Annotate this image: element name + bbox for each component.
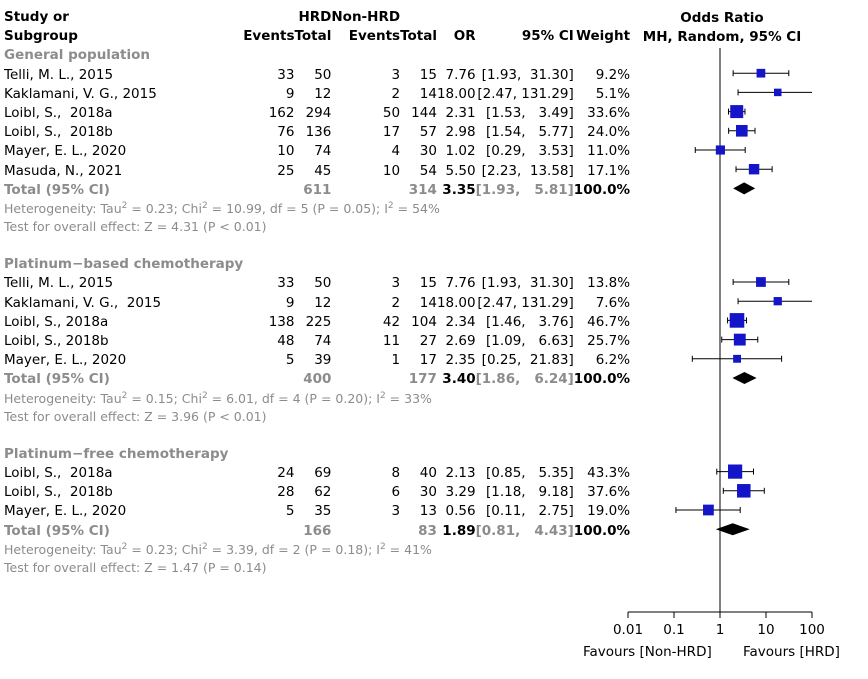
events-nonhrd: 8 (391, 465, 401, 482)
events-hrd: 24 (277, 465, 295, 482)
table-row (0, 294, 634, 313)
subtotal-weight: 100.0% (573, 522, 631, 539)
subtotal-row (0, 181, 634, 200)
blank (476, 255, 574, 274)
total-nonhrd: 104 (411, 313, 437, 330)
study-marker (737, 484, 751, 498)
total-nonhrd: 15 (419, 66, 437, 83)
study-name: Mayer, E. L., 2020 (4, 503, 127, 520)
total-nonhrd: 57 (419, 124, 437, 141)
confidence-interval: [0.11, 2.75] (485, 503, 574, 520)
study-marker (703, 505, 714, 516)
subtotal-total-hrd: 611 (303, 181, 332, 198)
plot-title: Odds Ratio (680, 10, 764, 26)
weight: 6.2% (595, 352, 631, 369)
blank (331, 445, 400, 464)
blank (331, 522, 400, 541)
table-row (0, 464, 634, 483)
events-hrd: 162 (268, 105, 295, 122)
blank (400, 46, 437, 65)
group-name: General population (4, 47, 151, 64)
events-hrd: 25 (277, 162, 295, 179)
weight: 46.7% (587, 313, 631, 330)
weight: 43.3% (587, 465, 631, 482)
weight: 33.6% (587, 105, 631, 122)
odds-ratio: 1.02 (445, 143, 476, 160)
study-name: Loibl, S., 2018b (4, 333, 109, 350)
overall-effect-text: Test for overall effect: Z = 4.31 (P < 0.01) (4, 219, 267, 235)
subtotal-row (0, 370, 634, 389)
study-marker (774, 297, 782, 305)
total-nonhrd: 15 (419, 275, 437, 292)
confidence-interval: [2.47, 131.29] (477, 294, 574, 311)
subtotal-confidence-interval: [1.86, 6.24] (475, 371, 574, 388)
study-marker (734, 334, 746, 346)
subtotal-row (0, 522, 634, 541)
events-nonhrd: 3 (391, 503, 401, 520)
group-name: Platinum−free chemotherapy (4, 445, 229, 462)
blank (294, 46, 331, 65)
events-nonhrd: 17 (382, 124, 401, 141)
total-nonhrd: 14 (419, 294, 437, 311)
study-marker (736, 125, 748, 137)
weight: 24.0% (587, 124, 631, 141)
total-nonhrd: 17 (419, 352, 437, 369)
subtotal-weight: 100.0% (573, 371, 631, 388)
subtotal-total-nonhrd: 177 (408, 371, 437, 388)
total-hrd: 12 (314, 294, 332, 311)
weight: 11.0% (587, 143, 631, 160)
summary-diamond (732, 372, 756, 384)
odds-ratio: 18.00 (436, 294, 476, 311)
overall-effect-text: Test for overall effect: Z = 1.47 (P = 0.14) (4, 559, 267, 575)
blank (294, 255, 331, 274)
x-tick-label: 0.01 (612, 622, 644, 638)
confidence-interval: [1.09, 6.63] (485, 333, 574, 350)
blank (400, 445, 437, 464)
header-ci: 95% CI (521, 28, 574, 45)
table-row (0, 351, 634, 370)
header-blank-1 (243, 8, 294, 27)
spacer-row (0, 236, 634, 255)
blank (437, 445, 476, 464)
total-nonhrd: 54 (419, 162, 437, 179)
weight: 7.6% (595, 294, 631, 311)
total-hrd: 74 (314, 143, 332, 160)
weight: 19.0% (587, 503, 631, 520)
overall-effect-row (0, 559, 634, 577)
table-row (0, 274, 634, 293)
events-nonhrd: 50 (382, 105, 401, 122)
summary-diamond (716, 523, 750, 535)
blank (243, 370, 294, 389)
total-hrd: 69 (314, 465, 332, 482)
subtotal-total-nonhrd: 83 (418, 522, 437, 539)
subtotal-total-hrd: 400 (303, 371, 332, 388)
blank (400, 255, 437, 274)
study-marker (730, 105, 743, 118)
total-hrd: 62 (314, 484, 332, 501)
table-row (0, 483, 634, 502)
x-tick-label: 1 (715, 622, 725, 638)
events-nonhrd: 2 (391, 85, 401, 102)
odds-ratio: 2.34 (445, 313, 476, 330)
study-marker (749, 164, 759, 174)
events-nonhrd: 6 (391, 484, 401, 501)
blank (437, 255, 476, 274)
table-row (0, 162, 634, 181)
total-hrd: 294 (305, 105, 332, 122)
table-row (0, 85, 634, 104)
spacer-cell (0, 426, 634, 445)
header-total-1: Total (294, 28, 332, 45)
blank (331, 46, 400, 65)
header-events-1: Events (243, 28, 295, 45)
plot-subtitle: MH, Random, 95% CI (642, 29, 802, 45)
blank (243, 445, 294, 464)
group-heading-row (0, 46, 634, 65)
events-hrd: 48 (277, 333, 295, 350)
subtotal-odds-ratio: 1.89 (442, 522, 476, 539)
study-marker (756, 277, 766, 287)
forest-graphic (612, 0, 868, 679)
subtotal-label: Total (95% CI) (4, 371, 110, 388)
study-name: Mayer, E. L., 2020 (4, 143, 127, 160)
confidence-interval: [2.23, 13.58] (481, 162, 574, 179)
confidence-interval: [1.18, 9.18] (485, 484, 574, 501)
study-marker (728, 465, 742, 479)
odds-ratio: 5.50 (445, 162, 476, 179)
table-row (0, 502, 634, 521)
events-hrd: 76 (277, 124, 295, 141)
study-marker (733, 355, 741, 363)
total-nonhrd: 27 (419, 333, 437, 350)
weight: 25.7% (587, 333, 631, 350)
table-row (0, 313, 634, 332)
confidence-interval: [1.54, 5.77] (485, 124, 574, 141)
total-hrd: 225 (305, 313, 332, 330)
subtotal-odds-ratio: 3.35 (442, 181, 476, 198)
total-nonhrd: 30 (419, 484, 437, 501)
odds-ratio: 7.76 (445, 66, 476, 83)
forest-table (0, 8, 634, 577)
total-hrd: 12 (314, 85, 332, 102)
study-name: Loibl, S., 2018a (4, 465, 113, 482)
subtotal-total-hrd: 166 (303, 522, 332, 539)
events-hrd: 9 (285, 294, 295, 311)
events-nonhrd: 11 (382, 333, 401, 350)
total-hrd: 136 (305, 124, 332, 141)
heterogeneity-text: Heterogeneity: Tau$^2$ = 0.23; Chi$^2$ = 10.99, df = 5 (P = 0.05); $I^2 = 54\%$ (4, 200, 440, 217)
overall-effect-row (0, 408, 634, 426)
header-subgroup: Subgroup (4, 28, 78, 45)
subtotal-label: Total (95% CI) (4, 181, 110, 198)
events-hrd: 9 (285, 85, 295, 102)
study-name: Loibl, S., 2018a (4, 105, 113, 122)
group-heading-row (0, 445, 634, 464)
study-marker (716, 145, 725, 154)
study-marker (730, 313, 745, 328)
study-name: Mayer, E. L., 2020 (4, 352, 127, 369)
x-tick-label: 10 (757, 622, 775, 638)
events-hrd: 33 (277, 66, 295, 83)
x-tick-label: 0.1 (663, 622, 685, 638)
events-hrd: 10 (277, 143, 295, 160)
confidence-interval: [0.85, 5.35] (485, 465, 574, 482)
confidence-interval: [1.53, 3.49] (485, 105, 574, 122)
blank (243, 522, 294, 541)
confidence-interval: [1.46, 3.76] (485, 313, 574, 330)
blank (243, 181, 294, 200)
study-marker (774, 89, 782, 97)
odds-ratio: 2.31 (445, 105, 476, 122)
table-row (0, 104, 634, 123)
total-hrd: 45 (314, 162, 332, 179)
events-nonhrd: 1 (391, 352, 401, 369)
events-hrd: 28 (277, 484, 295, 501)
spacer-row (0, 426, 634, 445)
odds-ratio: 2.98 (445, 124, 476, 141)
header-weight: Weight (576, 28, 631, 45)
total-nonhrd: 13 (419, 503, 437, 520)
overall-effect-text: Test for overall effect: Z = 3.96 (P < 0.01) (4, 408, 267, 424)
confidence-interval: [0.25, 21.83] (481, 352, 574, 369)
study-name: Kaklamani, V. G., 2015 (4, 85, 157, 102)
table-header-row-2 (0, 27, 634, 46)
events-hrd: 138 (268, 313, 295, 330)
table-row (0, 66, 634, 85)
blank (294, 445, 331, 464)
weight: 37.6% (587, 484, 631, 501)
total-nonhrd: 40 (419, 465, 437, 482)
header-group-nonhrd: Non-HRD (331, 9, 401, 25)
axis-label-right: Favours [HRD] (743, 644, 840, 660)
forest-svg (612, 0, 868, 679)
confidence-interval: [1.93, 31.30] (481, 66, 574, 83)
header-study: Study or (4, 9, 69, 25)
axis-label-left: Favours [Non-HRD] (583, 644, 712, 660)
blank (331, 370, 400, 389)
heterogeneity-row (0, 541, 634, 559)
study-name: Loibl, S., 2018b (4, 124, 113, 141)
confidence-interval: [0.29, 3.53] (485, 143, 574, 160)
events-nonhrd: 42 (382, 313, 401, 330)
overall-effect-row (0, 218, 634, 236)
study-name: Loibl, S., 2018b (4, 484, 113, 501)
blank (331, 181, 400, 200)
odds-ratio: 0.56 (445, 503, 476, 520)
header-group-hrd: HRD (298, 9, 332, 25)
heterogeneity-text: Heterogeneity: Tau$^2$ = 0.23; Chi$^2$ = 3.39, df = 2 (P = 0.18); $I^2 = 41\%$ (4, 541, 432, 557)
blank (243, 255, 294, 274)
heterogeneity-row (0, 200, 634, 218)
subtotal-total-nonhrd: 314 (408, 181, 437, 198)
total-nonhrd: 144 (411, 105, 437, 122)
confidence-interval: [1.93, 31.30] (481, 275, 574, 292)
events-nonhrd: 3 (391, 66, 401, 83)
subtotal-confidence-interval: [1.93, 5.81] (475, 181, 574, 198)
study-name: Masuda, N., 2021 (4, 162, 123, 179)
total-hrd: 39 (314, 352, 332, 369)
weight: 17.1% (587, 162, 631, 179)
subtotal-odds-ratio: 3.40 (442, 371, 476, 388)
odds-ratio: 2.13 (445, 465, 476, 482)
odds-ratio: 18.00 (436, 85, 476, 102)
blank (331, 255, 400, 274)
blank (437, 46, 476, 65)
total-nonhrd: 14 (419, 85, 437, 102)
weight: 13.8% (587, 275, 631, 292)
blank (476, 445, 574, 464)
odds-ratio: 7.76 (445, 275, 476, 292)
spacer-cell (0, 236, 634, 255)
blank (243, 46, 294, 65)
events-hrd: 33 (277, 275, 295, 292)
weight: 9.2% (595, 66, 631, 83)
total-hrd: 35 (314, 503, 332, 520)
summary-diamond (733, 182, 755, 194)
events-nonhrd: 4 (391, 143, 401, 160)
total-hrd: 50 (314, 275, 332, 292)
total-nonhrd: 30 (419, 143, 437, 160)
events-nonhrd: 3 (391, 275, 401, 292)
blank (476, 46, 574, 65)
events-nonhrd: 2 (391, 294, 401, 311)
subtotal-confidence-interval: [0.81, 4.43] (475, 522, 574, 539)
odds-ratio: 2.69 (445, 333, 476, 350)
weight: 5.1% (595, 85, 631, 102)
group-heading-row (0, 255, 634, 274)
table-header-row-1 (0, 8, 634, 27)
heterogeneity-text: Heterogeneity: Tau$^2$ = 0.15; Chi$^2$ = 6.01, df = 4 (P = 0.20); $I^2 = 33\%$ (4, 390, 432, 406)
group-name: Platinum−based chemotherapy (4, 256, 244, 273)
study-name: Telli, M. L., 2015 (4, 275, 114, 292)
events-hrd: 5 (285, 352, 295, 369)
header-or: OR (453, 28, 476, 45)
header-total-2: Total (400, 28, 437, 45)
study-name: Loibl, S., 2018a (4, 313, 109, 330)
study-name: Telli, M. L., 2015 (4, 66, 114, 83)
header-blank-3 (437, 8, 476, 27)
confidence-interval: [2.47, 131.29] (477, 85, 574, 102)
header-events-2: Events (348, 28, 401, 45)
subtotal-weight: 100.0% (573, 181, 631, 198)
heterogeneity-row (0, 390, 634, 408)
total-hrd: 50 (314, 66, 332, 83)
events-nonhrd: 10 (382, 162, 401, 179)
study-name: Kaklamani, V. G., 2015 (4, 294, 162, 311)
header-blank-2 (400, 8, 437, 27)
odds-ratio: 3.29 (445, 484, 476, 501)
header-blank-4 (476, 8, 574, 27)
events-hrd: 5 (285, 503, 295, 520)
x-tick-label: 100 (799, 622, 825, 638)
subtotal-label: Total (95% CI) (4, 522, 110, 539)
study-marker (757, 69, 766, 78)
odds-ratio: 2.35 (445, 352, 476, 369)
total-hrd: 74 (314, 333, 332, 350)
table-row (0, 123, 634, 142)
table-row (0, 142, 634, 161)
table-row (0, 332, 634, 351)
